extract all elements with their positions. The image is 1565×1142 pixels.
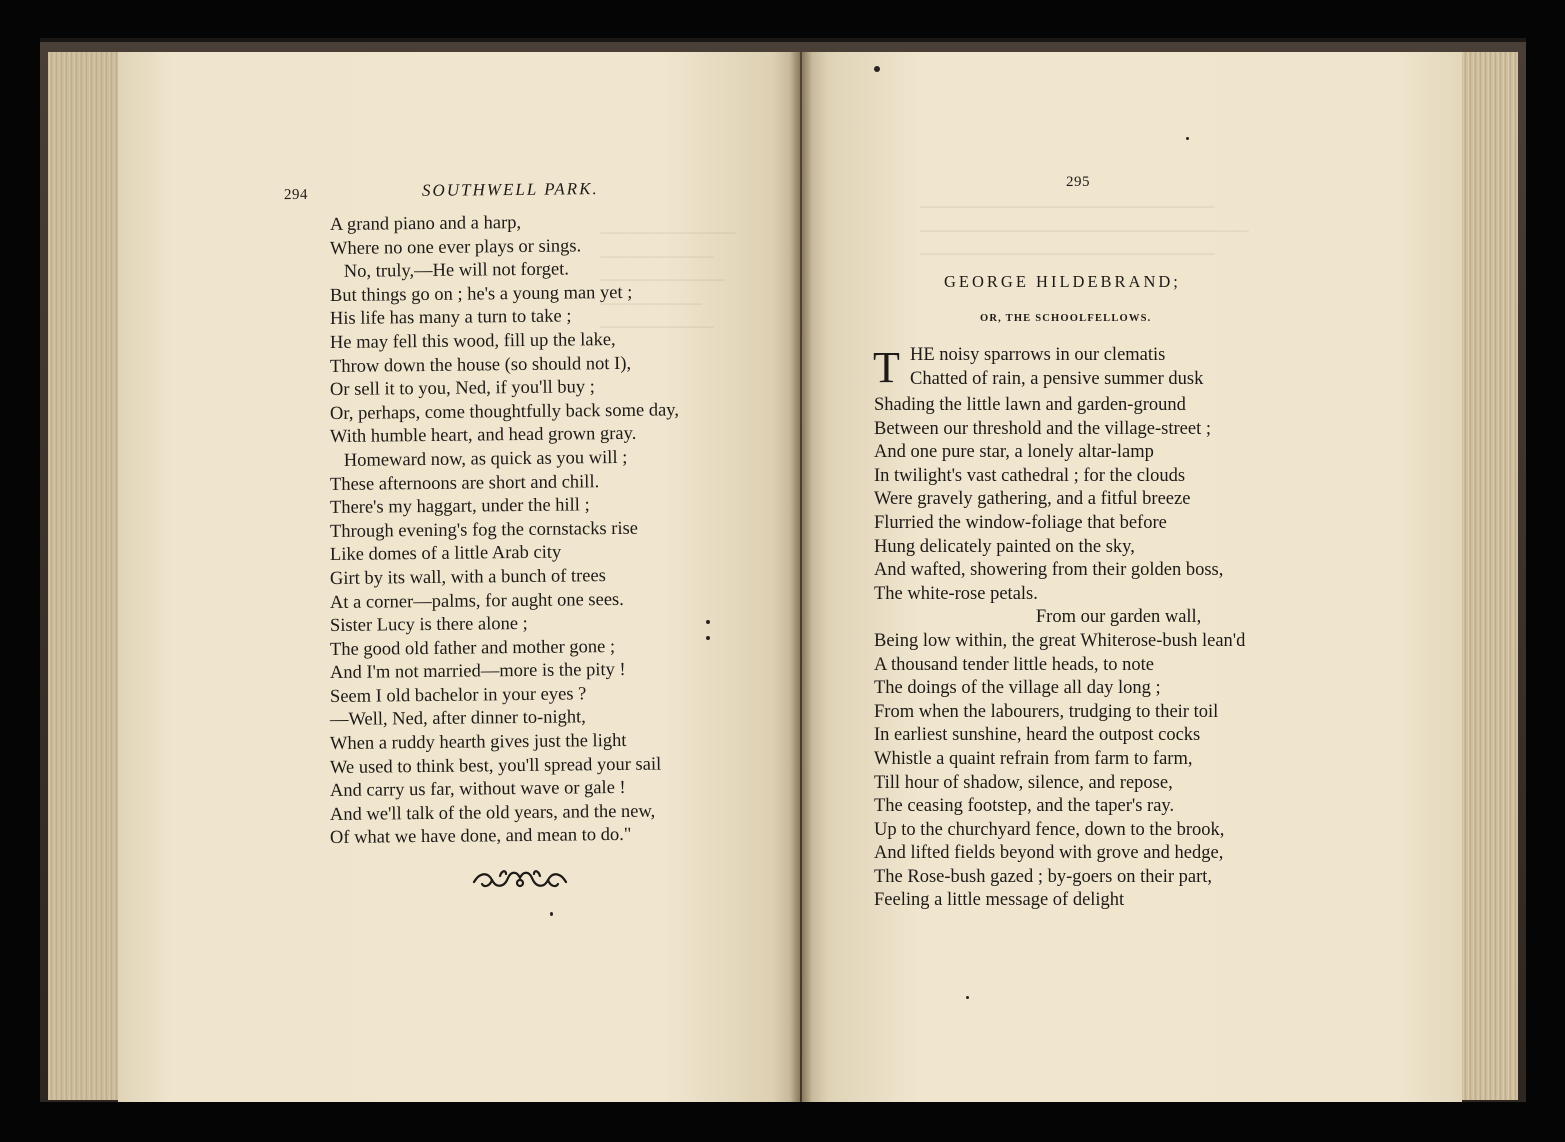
poem-line: At a corner—palms, for aught one sees. — [329, 589, 624, 613]
poem-line: These afternoons are short and chill. — [329, 471, 600, 495]
poem-subtitle: OR, THE SCHOOLFELLOWS. — [980, 313, 1152, 324]
right-page-number: 295 — [1066, 174, 1090, 190]
poem-line: The white-rose petals. — [874, 583, 1038, 604]
left-page-number: 294 — [283, 186, 309, 204]
left-running-head: SOUTHWELL PARK. — [421, 179, 599, 200]
poem-line: And I'm not married—more is the pity ! — [329, 660, 626, 684]
poem-line: We used to think best, you'll spread your sail — [329, 754, 662, 778]
poem-line: With humble heart, and head grown gray. — [329, 424, 637, 448]
drop-cap: T — [873, 343, 900, 392]
paper-speck — [966, 996, 969, 999]
poem-line: Through evening's fog the cornstacks rise — [329, 518, 639, 542]
bleed-through-right: ────────────────────────── ───────────────────────────── ────────────────────────── — [920, 199, 1249, 263]
poem-line: Where no one ever plays or sings. — [329, 235, 582, 259]
second-line: Chatted of rain, a pensive summer dusk — [910, 368, 1204, 389]
poem-line: Throw down the house (so should not I), — [329, 353, 632, 377]
paper-speck — [706, 620, 710, 624]
poem-line: In twilight's vast cathedral ; for the clouds — [874, 465, 1186, 486]
poem-line: Seem I old bachelor in your eyes ? — [329, 684, 587, 707]
poem-line: The good old father and mother gone ; — [329, 636, 616, 660]
paper-speck — [874, 66, 880, 72]
poem-line: Of what we have done, and mean to do." — [329, 825, 632, 849]
left-page-edges — [48, 52, 126, 1100]
poem-line: When a ruddy hearth gives just the light — [329, 730, 627, 755]
poem-line: Feeling a little message of delight — [874, 890, 1125, 911]
poem-line: Shading the little lawn and garden-ground — [874, 395, 1186, 415]
book-gutter — [790, 52, 812, 1102]
poem-line: A thousand tender little heads, to note — [874, 654, 1155, 675]
right-poem-lines — [874, 394, 1314, 913]
left-poem-lines — [330, 214, 750, 851]
poem-line: Hung delicately painted on the sky, — [874, 536, 1135, 557]
opening-lines — [873, 344, 1313, 392]
poem-line: Homeward now, as quick as you will ; — [329, 447, 628, 471]
poem-line: He may fell this wood, fill up the lake, — [329, 329, 616, 353]
poem-line: Being low within, the great Whiterose-bush lean'd — [874, 630, 1246, 651]
poem-line: There's my haggart, under the hill ; — [329, 495, 590, 519]
poem-line: A grand piano and a harp, — [329, 212, 522, 235]
poem-line: And one pure star, a lonely altar-lamp — [874, 442, 1154, 463]
paper-speck — [706, 636, 710, 640]
poem-line: And carry us far, without wave or gale ! — [329, 778, 626, 802]
poem-line: The Rose-bush gazed ; by-goers on their part, — [874, 866, 1213, 887]
poem-line: Girt by its wall, with a bunch of trees — [329, 566, 606, 589]
poem-line: Or, perhaps, come thoughtfully back some day, — [329, 400, 680, 424]
poem-line: His life has many a turn to take ; — [329, 306, 572, 330]
poem-line: In earliest sunshine, heard the outpost cocks — [874, 725, 1201, 746]
poem-line: Or sell it to you, Ned, if you'll buy ; — [329, 377, 595, 401]
poem-title: GEORGE HILDEBRAND; — [944, 272, 1181, 291]
poem-line: Like domes of a little Arab city — [329, 542, 562, 566]
poem-line: Flurried the window-foliage that before — [874, 512, 1167, 533]
first-line: HE noisy sparrows in our clematis — [910, 345, 1166, 365]
poem-line: From our garden wall, — [874, 607, 1202, 628]
poem-line: And lifted fields beyond with grove and hedge, — [874, 843, 1224, 864]
poem-line: Were gravely gathering, and a fitful breeze — [874, 489, 1191, 510]
bleed-through-left: ──────────── ────────── ─────────── ───────── ────────── — [600, 225, 737, 336]
poem-line: Up to the churchyard fence, down to the brook, — [874, 819, 1225, 840]
poem-line: The doings of the village all day long ; — [874, 678, 1161, 699]
poem-line: —Well, Ned, after dinner to-night, — [329, 707, 586, 731]
poem-line: From when the labourers, trudging to their toil — [874, 701, 1219, 722]
poem-line: No, truly,—He will not forget. — [329, 259, 570, 283]
poem-line: Sister Lucy is there alone ; — [329, 614, 528, 637]
poem-line: The ceasing footstep, and the taper's ray. — [874, 796, 1175, 817]
paper-speck — [550, 912, 553, 916]
poem-line: Between our threshold and the village-street ; — [874, 418, 1212, 439]
paper-speck — [1186, 137, 1189, 140]
poem-line: But things go on ; he's a young man yet ; — [329, 282, 633, 306]
poem-line: And wafted, showering from their golden boss, — [874, 560, 1224, 581]
poem-line: And we'll talk of the old years, and the new, — [329, 801, 656, 825]
floral-ornament-icon — [470, 866, 570, 892]
poem-line: Till hour of shadow, silence, and repose, — [874, 772, 1173, 793]
poem-line: Whistle a quaint refrain from farm to farm, — [874, 748, 1193, 769]
